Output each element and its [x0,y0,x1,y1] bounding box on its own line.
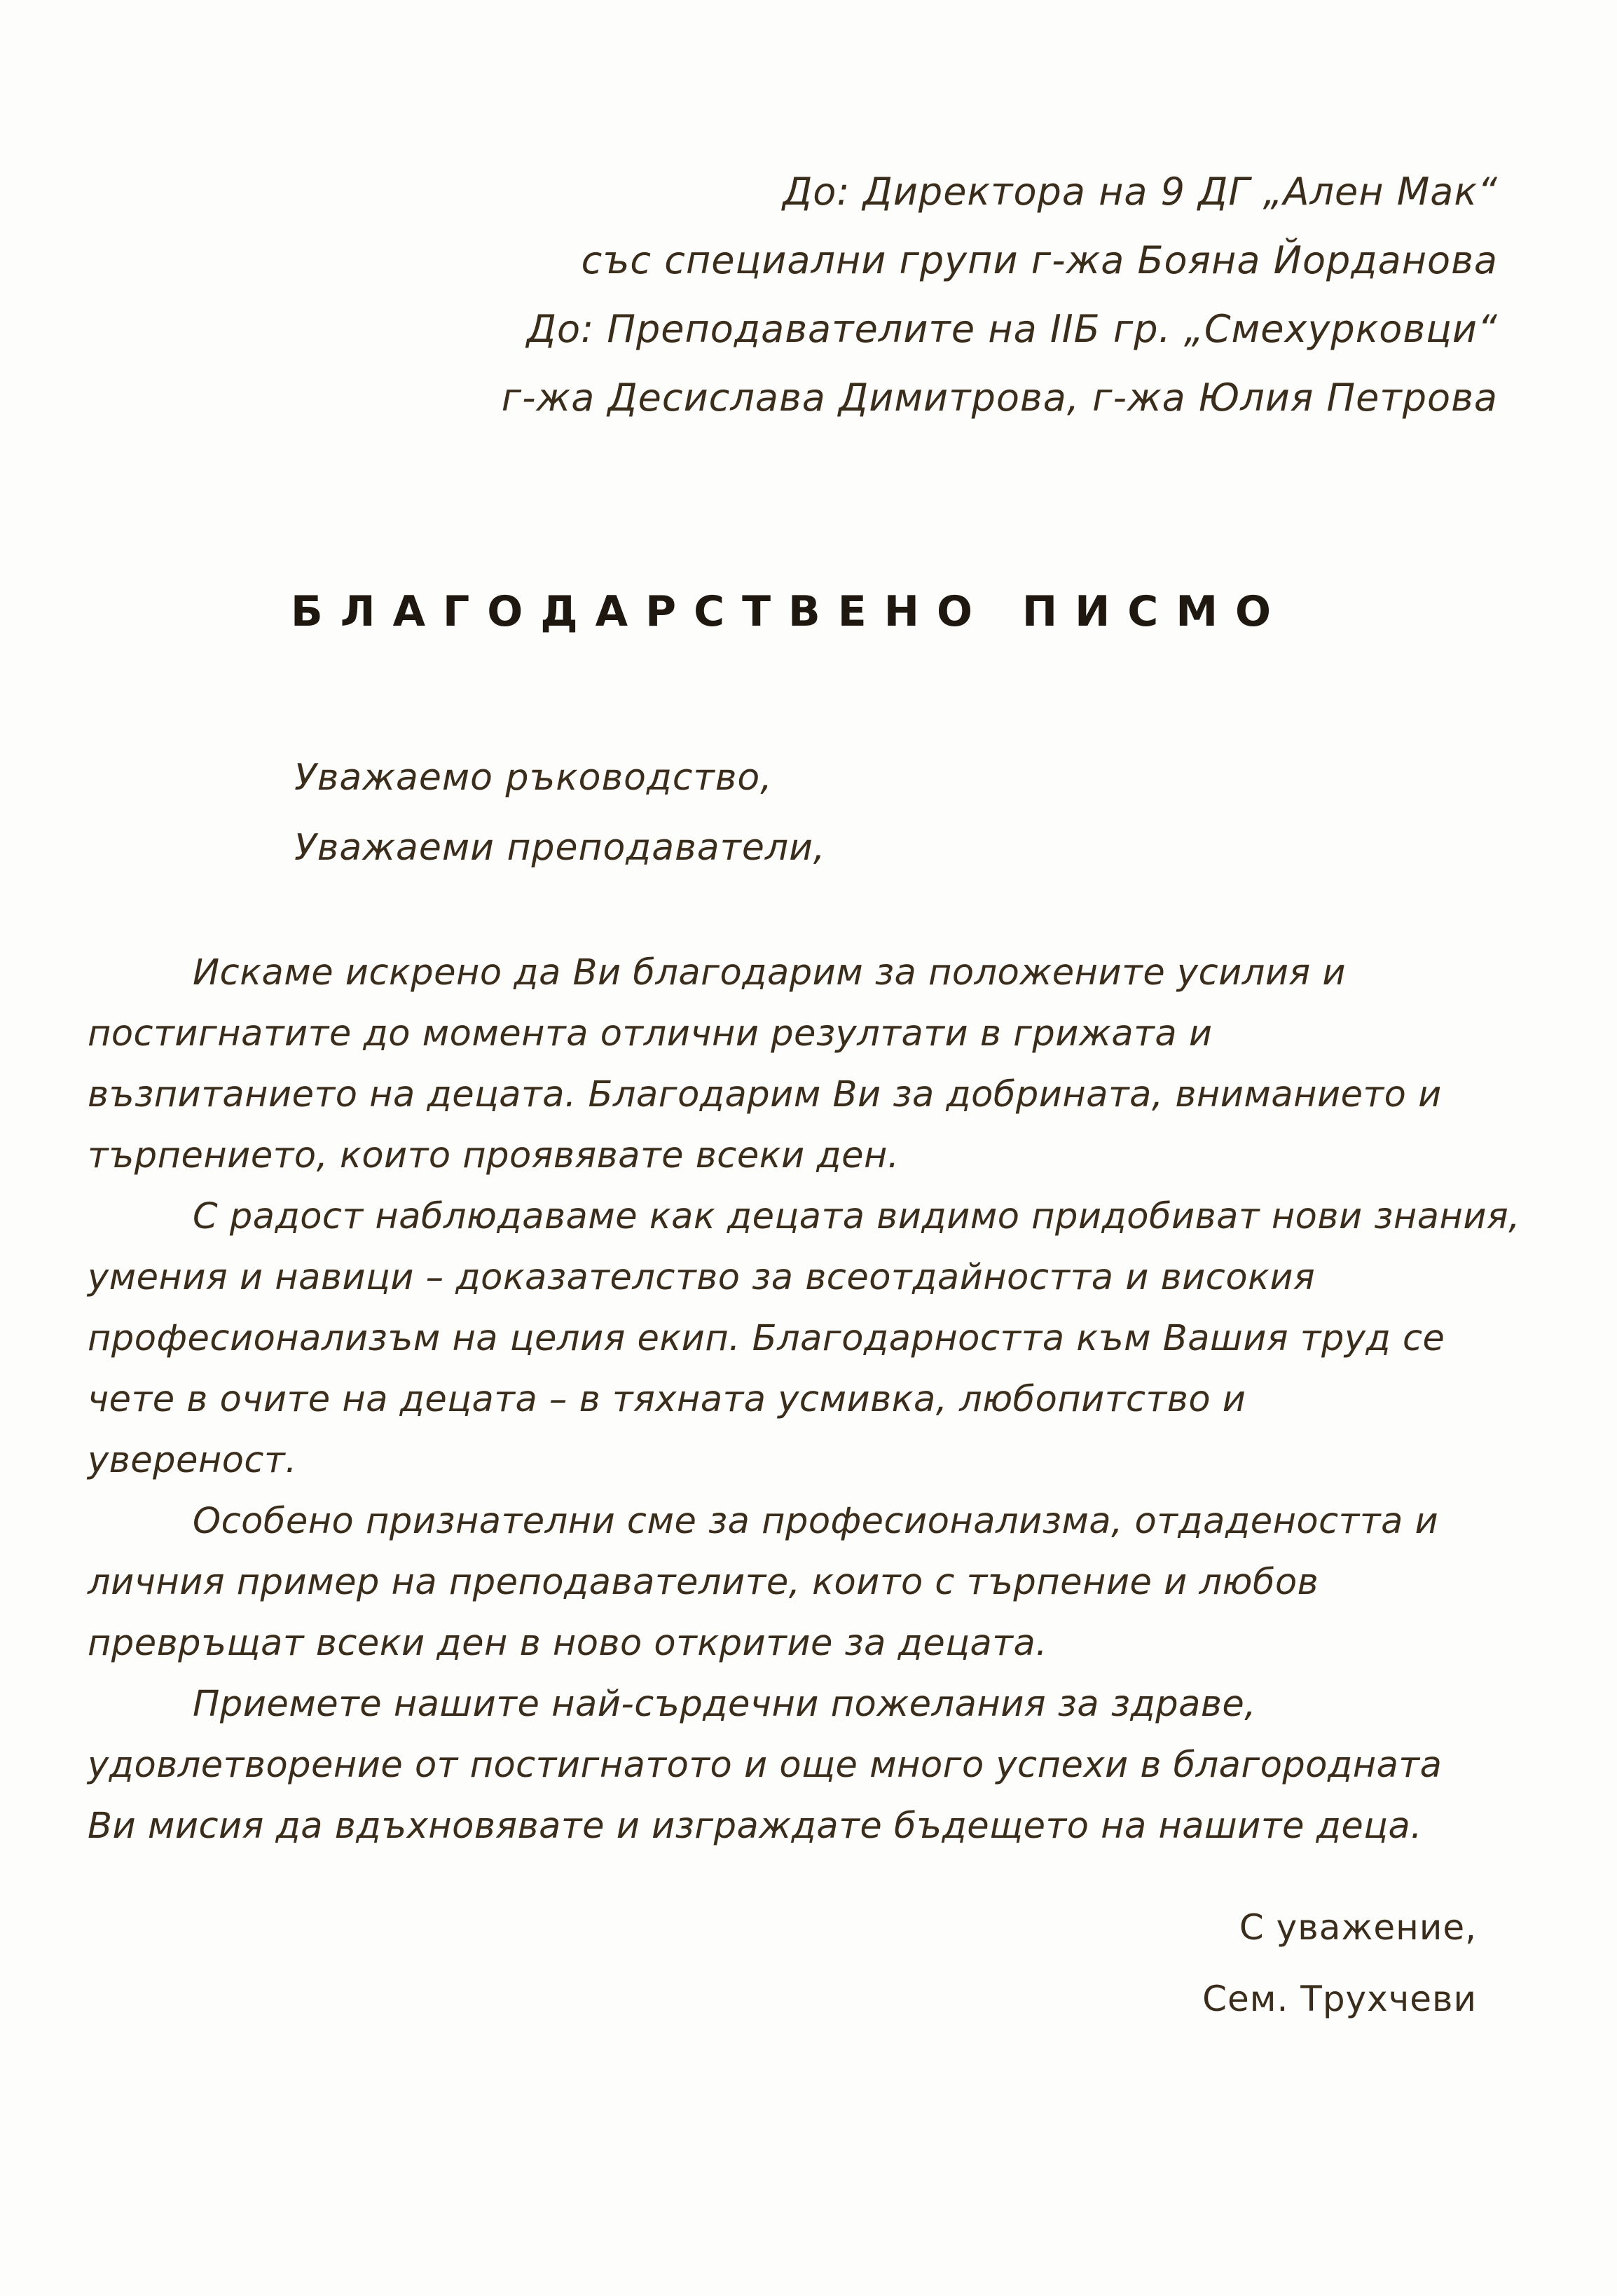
body-line: умения и навици – доказателство за всеотдайността и високия [88,1257,1316,1298]
body-line: превръщат всеки ден в ново откритие за децата. [88,1623,1047,1664]
body-line: увереност. [88,1440,297,1481]
body-line: професионализъм на целия екип. Благодарността към Вашия труд се [88,1318,1445,1359]
body-line: Ви мисия да вдъхновявате и изграждате бъдещето на нашите деца. [88,1806,1422,1847]
signature-name: Сем. Трухчеви [1202,1979,1477,2019]
body-line: постигнатите до момента отлични резултати в грижата и [88,1013,1213,1054]
letter-title: БЛАГОДАРСТВЕНО ПИСМО [291,587,1289,636]
closing-text: С уважение, [1239,1907,1477,1948]
addressee-line: До: Директора на 9 ДГ „Ален Мак“ [783,170,1498,214]
body-line: С радост наблюдаваме как децата видимо придобиват нови знания, [193,1196,1520,1237]
body-line: личния пример на преподавателите, които с търпение и любов [88,1562,1319,1603]
addressee-line: със специални групи г-жа Бояна Йорданова [581,238,1498,282]
body-line: удовлетворение от постигнатото и още много успехи в благородната [88,1745,1443,1786]
salutation-line: Уважаемо ръководство, [294,757,773,799]
salutation-line: Уважаеми преподаватели, [294,827,826,869]
addressee-block [307,158,1498,432]
addressee-line: г-жа Десислава Димитрова, г-жа Юлия Петрова [501,376,1498,420]
body-line: Приемете нашите най-сърдечни пожелания за здраве, [193,1684,1256,1725]
body-line: възпитанието на децата. Благодарим Ви за добрината, вниманието и [88,1074,1442,1115]
body-line: търпението, които проявявате всеки ден. [88,1135,900,1176]
body-line: чете в очите на децата – в тяхната усмивка, любопитство и [88,1379,1246,1420]
addressee-line: До: Преподавателите на IIБ гр. „Смехурковци“ [526,307,1498,351]
body-line: Особено признателни сме за професионализма, отдадеността и [193,1501,1439,1542]
signature-block [1202,1892,1477,2035]
salutation-block [294,743,825,883]
body-line: Искаме искрено да Ви благодарим за положените усилия и [193,952,1347,994]
letter-body [88,942,1520,1857]
